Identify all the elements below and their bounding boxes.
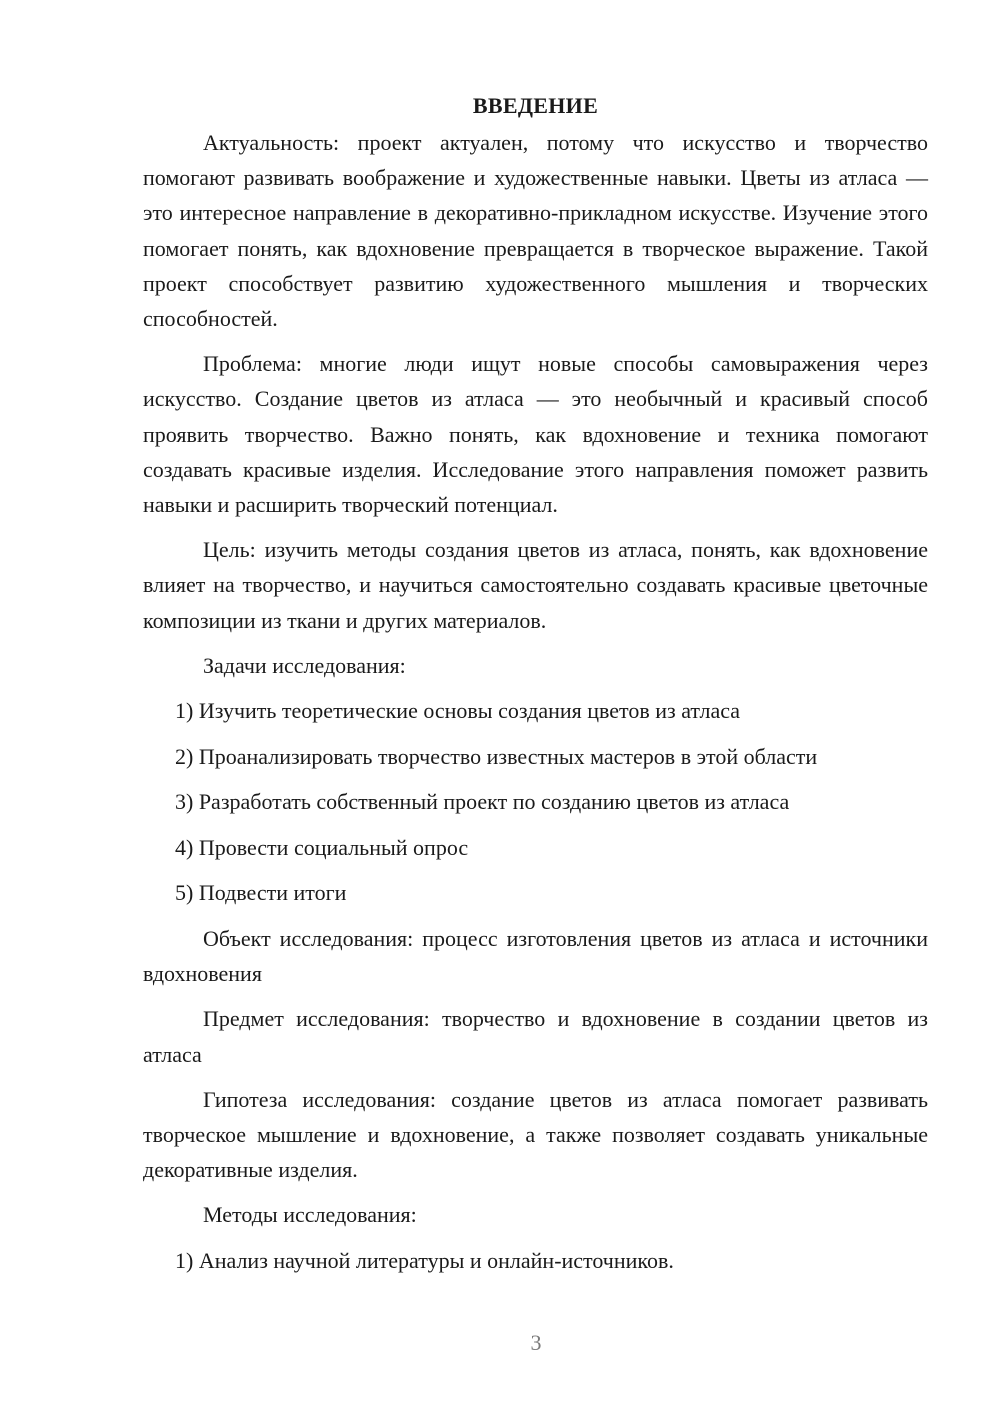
task-item: 1) Изучить теоретические основы создания цветов из атласа [175, 698, 741, 724]
relevance-paragraph: Актуальность: проект актуален, потому что искусство и творчество помогают развивать воображение и художественные навыки. Цветы из атласа — это интересное направление в декоративно-прикладном искусстве. Изучение этого помогает понять, как вдохновение превращается в творческое выражение. Такой проект способствует развитию художественного мышления и творческих способностей. [143, 130, 928, 332]
subject-paragraph: Предмет исследования: творчество и вдохновение в создании цветов из атласа [143, 1006, 928, 1067]
methods-list [143, 1243, 928, 1278]
section-title: ВВЕДЕНИЕ [472, 93, 599, 118]
tasks-list [143, 693, 928, 911]
document-page [143, 88, 928, 1278]
problem-paragraph: Проблема: многие люди ищут новые способы самовыражения через искусство. Создание цветов из атласа — это необычный и красивый способ проявить творчество. Важно понять, как вдохновение и техника помогают создавать красивые изделия. Исследование этого направления поможет развить навыки и расширить творческий потенциал. [143, 351, 928, 518]
object-paragraph: Объект исследования: процесс изготовления цветов из атласа и источники вдохновения [143, 926, 928, 987]
task-item: 2) Проанализировать творчество известных мастеров в этой области [175, 743, 818, 769]
task-item: 3) Разработать собственный проект по созданию цветов из атласа [175, 789, 790, 815]
task-item: 4) Провести социальный опрос [175, 834, 469, 860]
method-item: 1) Анализ научной литературы и онлайн-источников. [175, 1247, 674, 1273]
task-item: 5) Подвести итоги [175, 880, 347, 906]
tasks-heading: Задачи исследования: [203, 652, 406, 678]
methods-heading: Методы исследования: [203, 1202, 417, 1228]
hypothesis-paragraph: Гипотеза исследования: создание цветов из атласа помогает развивать творческое мышление и вдохновение, а также позволяет создавать уникальные декоративные изделия. [143, 1086, 928, 1183]
page-number: 3 [530, 1330, 542, 1355]
goal-paragraph: Цель: изучить методы создания цветов из атласа, понять, как вдохновение влияет на творчество, и научиться самостоятельно создавать красивые цветочные композиции из ткани и других материалов. [143, 537, 928, 633]
